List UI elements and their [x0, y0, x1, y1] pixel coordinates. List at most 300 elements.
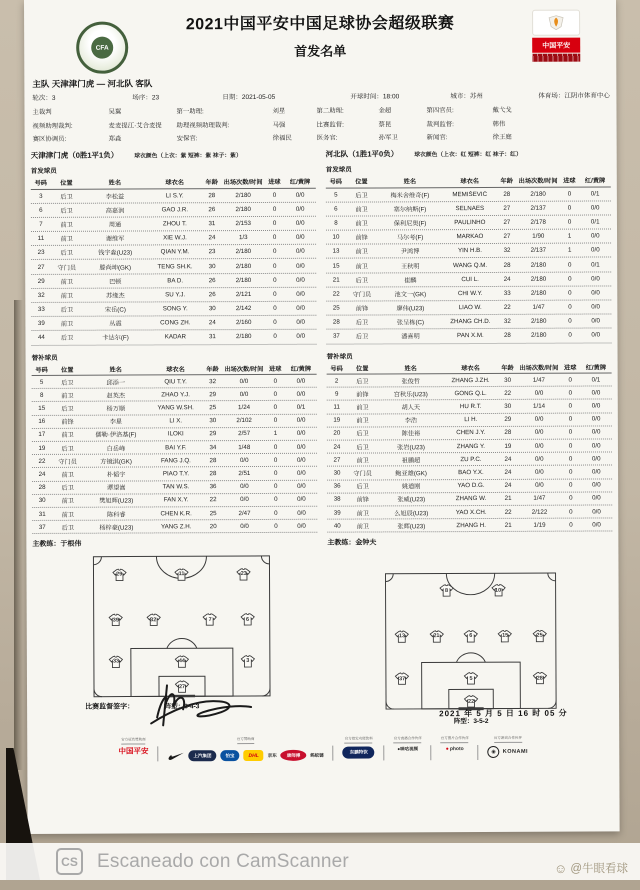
player-row — [32, 414, 317, 428]
player-row — [326, 230, 611, 245]
player-jersey-icon — [429, 630, 444, 643]
player-cell: ZHANG W. — [455, 495, 487, 503]
player-cell: 2/180 — [235, 333, 252, 341]
player-cell: 36 — [209, 483, 217, 491]
player-cell: 28 — [209, 470, 217, 478]
player-cell: 前卫 — [61, 432, 74, 440]
player-cell: 28 — [503, 261, 511, 269]
sponsor-category-label: 官方冠名赞助商 — [121, 737, 146, 744]
match-info-item: 日期：2021-05-05 — [222, 93, 276, 102]
roster-header-row — [326, 174, 611, 188]
player-cell: 0/0 — [296, 377, 306, 385]
column-header: 号码 — [329, 178, 342, 186]
player-cell: 杨万顺 — [106, 405, 126, 413]
player-jersey-icon — [463, 630, 478, 643]
player-cell: 张辉(U23) — [397, 522, 426, 531]
player-cell: 守门员 — [57, 264, 77, 272]
official-name: 韩伟 — [492, 120, 506, 128]
home-kit-colors: 球衣颜色（上衣：紫 短裤：紫 袜子：紫） — [134, 153, 242, 160]
player-cell: 张呈栋(C) — [396, 319, 425, 327]
pingan-logo: 中国平安 — [118, 745, 149, 756]
sponsor-category-label: 官方图片合作伙伴 — [441, 736, 469, 743]
ping-an-logo: 中国平安 — [532, 38, 580, 53]
player-cell: 3 — [39, 192, 43, 200]
player-row — [31, 302, 316, 317]
home-team-header — [31, 149, 316, 161]
column-header: 球衣名 — [461, 364, 480, 372]
saic-logo: 上汽集团 — [188, 750, 216, 761]
player-cell: 31 — [208, 333, 216, 341]
jersey-number: 37 — [399, 676, 406, 683]
player-cell: 2/137 — [530, 247, 547, 255]
player-cell: 0 — [274, 496, 278, 504]
official-name: 蔡昆 — [378, 120, 392, 128]
player-cell: 11 — [333, 403, 340, 411]
player-cell: 0/0 — [592, 481, 601, 489]
player-cell: 17 — [38, 431, 46, 439]
match-info-item: 轮次：3 — [32, 94, 56, 102]
player-cell: 22 — [38, 457, 46, 465]
player-cell: 0/0 — [240, 483, 249, 491]
player-cell: 0 — [272, 191, 277, 199]
player-cell: 0/0 — [295, 191, 305, 199]
sponsor-logos — [118, 747, 148, 755]
player-cell: ZHANG J.ZH. — [451, 376, 490, 384]
player-cell: 潘喜明 — [401, 333, 420, 341]
player-cell: 0 — [568, 289, 572, 297]
player-cell: 前卫 — [61, 471, 74, 479]
jersey-number: 28 — [536, 675, 543, 682]
player-cell: 39 — [333, 509, 341, 517]
player-cell: 0 — [273, 333, 277, 341]
column-header: 红/黄牌 — [289, 179, 311, 187]
player-row — [32, 428, 317, 442]
player-cell: 22 — [503, 303, 511, 312]
player-jersey-icon — [240, 654, 255, 667]
player-cell: 7 — [39, 220, 43, 228]
player-cell: 滕尚坤(GK) — [99, 264, 132, 272]
player-cell: 6 — [334, 205, 338, 213]
column-header: 出场次数/时间 — [224, 365, 264, 373]
player-cell: 0/0 — [591, 289, 600, 297]
migu-logo: ●咪咕视频 — [397, 745, 419, 751]
player-cell: 2/102 — [236, 417, 252, 425]
player-cell: 前卫 — [356, 404, 369, 412]
player-cell: TENG SH.K. — [157, 262, 193, 270]
player-cell: 2/180 — [530, 332, 547, 340]
player-jersey-icon — [203, 613, 218, 626]
player-cell: 前卫 — [60, 221, 73, 229]
player-cell: 0/0 — [592, 468, 601, 476]
player-row — [327, 426, 612, 440]
player-jersey-icon — [112, 568, 127, 581]
player-cell: 0 — [568, 402, 573, 410]
player-cell: 李星 — [109, 418, 123, 426]
match-info-item: 场序：23 — [132, 94, 160, 102]
player-cell: 0 — [568, 468, 573, 476]
player-row — [32, 493, 317, 507]
player-cell: 前卫 — [61, 392, 74, 400]
player-cell: 0 — [568, 303, 572, 311]
player-cell: 1/48 — [238, 443, 251, 451]
player-cell: 0/0 — [592, 521, 601, 529]
player-row — [326, 258, 611, 273]
player-cell: 31 — [208, 220, 216, 228]
column-header: 姓名 — [109, 366, 122, 374]
player-cell: 9 — [334, 390, 339, 398]
sponsor-logos — [488, 745, 528, 757]
player-cell: 29 — [209, 391, 217, 399]
player-cell: 32 — [503, 318, 511, 326]
player-cell: 10 — [332, 233, 340, 241]
player-cell: 前锋 — [61, 419, 74, 427]
player-cell: 28 — [38, 484, 46, 492]
player-cell: 0 — [567, 218, 572, 226]
player-cell: 0/0 — [297, 509, 306, 517]
player-row — [327, 479, 612, 493]
player-cell: 0/0 — [239, 456, 249, 464]
player-cell: 0 — [272, 219, 277, 227]
official-role-label: 第二助理: — [316, 107, 344, 115]
player-cell: 0 — [272, 248, 277, 256]
player-cell: 40 — [333, 522, 341, 530]
sponsor-group — [488, 736, 528, 758]
official-name: 徐王庭 — [492, 133, 512, 141]
player-row — [31, 316, 316, 331]
player-cell: 马尔考(F) — [396, 234, 424, 242]
player-cell: LIAO W. — [458, 304, 482, 312]
sponsor-logos — [446, 746, 464, 752]
official-name: 孙军卫 — [378, 134, 398, 142]
player-row — [327, 466, 612, 480]
player-cell: 8 — [334, 219, 338, 227]
player-cell: BAO Y.X. — [458, 468, 484, 477]
player-cell: 0/1 — [591, 376, 601, 384]
player-cell: 0/0 — [296, 319, 305, 327]
player-cell: 23 — [37, 249, 45, 257]
away-subs-title: 替补球员 — [326, 353, 353, 361]
sponsor-divider — [157, 746, 158, 761]
player-cell: 0/1 — [590, 218, 600, 226]
player-cell: 1/19 — [533, 521, 546, 529]
jersey-number: 32 — [150, 617, 157, 624]
player-cell: CONG ZH. — [160, 319, 191, 327]
column-header: 进球 — [268, 179, 281, 187]
player-cell: MARKAO — [456, 233, 484, 241]
player-row — [31, 202, 316, 217]
player-cell: 前卫 — [355, 220, 368, 228]
player-cell: 5 — [39, 378, 44, 386]
signing-datetime: 2021 年 5 月 5 日 16 时 05 分 — [439, 708, 568, 719]
player-jersey-icon — [394, 630, 409, 643]
player-cell: QIAN Y.M. — [160, 248, 190, 256]
official-role-label: 裁判监督: — [426, 120, 454, 128]
player-cell: 梅米舍维奇(F) — [390, 191, 430, 199]
player-cell: 2/122 — [531, 508, 548, 516]
player-row — [327, 387, 612, 401]
player-jersey-icon — [439, 584, 454, 597]
player-cell: 0 — [568, 317, 572, 325]
player-cell: 0/0 — [296, 276, 305, 284]
player-cell: 22 — [209, 496, 217, 504]
page-title: 2021中国平安中国足球协会超级联赛 — [185, 15, 455, 34]
column-header: 姓名 — [404, 365, 417, 373]
player-cell: 0/0 — [590, 204, 600, 212]
player-cell: TAN W.S. — [162, 483, 190, 491]
player-cell: 0 — [568, 389, 573, 397]
sponsor-category-label: 官方赞助商 — [237, 737, 255, 744]
official-name: 戴弋戈 — [492, 106, 512, 114]
jersey-number: 27 — [178, 683, 186, 690]
player-cell: 2/180 — [530, 261, 547, 269]
column-header: 位置 — [355, 178, 368, 186]
player-cell: 巴顿 — [109, 278, 122, 286]
column-header: 号码 — [34, 180, 47, 188]
player-cell: 0/1 — [590, 190, 600, 198]
column-header: 球衣名 — [165, 179, 184, 187]
player-cell: 2/142 — [235, 305, 252, 313]
player-cell: 0/0 — [295, 233, 305, 241]
player-cell: 20 — [209, 522, 217, 530]
player-cell: 0/0 — [534, 455, 544, 463]
player-cell: 19 — [504, 442, 512, 450]
player-cell: 0/0 — [296, 248, 305, 256]
player-jersey-icon — [240, 613, 255, 626]
player-cell: 32 — [37, 291, 45, 299]
player-cell: 0 — [568, 261, 572, 269]
player-cell: 0 — [273, 290, 277, 298]
player-cell: 23 — [208, 248, 216, 256]
player-cell: 24 — [208, 319, 216, 327]
player-cell: 后卫 — [60, 335, 74, 343]
page-subtitle: 首发名单 — [294, 43, 347, 59]
konami-logo — [488, 745, 528, 757]
player-cell: 么旭辰(U23) — [394, 509, 429, 517]
player-cell: 前卫 — [60, 278, 74, 286]
player-cell: 5 — [334, 191, 338, 199]
player-cell: 前锋 — [355, 234, 368, 242]
player-cell: 27 — [503, 204, 511, 212]
player-cell: PAN X.M. — [457, 332, 484, 340]
player-cell: 1/47 — [533, 495, 546, 503]
player-cell: 38 — [333, 495, 341, 503]
official-name: 吴翼 — [108, 108, 122, 116]
player-cell: 后卫 — [61, 379, 74, 387]
column-header: 姓名 — [403, 178, 417, 186]
player-row — [32, 388, 317, 402]
player-cell: 谢维军 — [105, 235, 125, 243]
player-cell: SELNAES — [455, 204, 485, 212]
player-cell: QIU T.Y. — [164, 377, 187, 386]
player-cell: 0/0 — [296, 416, 306, 425]
player-cell: 0 — [568, 415, 573, 423]
jersey-number: 3 — [246, 657, 250, 664]
jersey-number: 21 — [433, 633, 440, 640]
player-cell: 27 — [503, 233, 511, 241]
home-subs-title: 替补球员 — [31, 354, 58, 362]
column-header: 位置 — [60, 180, 73, 188]
player-row — [31, 330, 316, 345]
player-cell: 后卫 — [355, 319, 369, 327]
player-cell: CHI W.Y. — [457, 289, 483, 298]
player-cell: 1 — [567, 232, 572, 240]
player-cell: 保利尼奥(F) — [393, 220, 427, 228]
player-cell: YIN H.B. — [457, 247, 483, 255]
player-cell: 36 — [333, 482, 341, 490]
player-cell: 0/0 — [534, 389, 544, 397]
sponsor-logos — [343, 746, 375, 758]
player-cell: 0/0 — [295, 205, 305, 213]
player-cell: 0 — [568, 481, 573, 489]
player-cell: 28 — [209, 456, 217, 464]
player-row — [327, 505, 612, 519]
player-jersey-icon — [108, 614, 123, 627]
away-coach-line — [327, 537, 612, 548]
jersey-number: 39 — [112, 617, 119, 624]
player-cell: 0/0 — [297, 469, 306, 477]
player-cell: 0 — [568, 442, 573, 450]
player-cell: 白岳峰 — [106, 445, 126, 453]
konami-text: KONAMI — [502, 748, 529, 755]
player-cell: 33 — [503, 289, 511, 297]
player-cell: FAN X.Y. — [163, 496, 189, 504]
player-cell: 0 — [274, 522, 278, 530]
player-cell: GAO J.R. — [161, 206, 189, 214]
official-name: 马强 — [272, 121, 286, 129]
player-cell: 后卫 — [356, 444, 369, 452]
roster-header-row — [31, 176, 316, 190]
column-header: 年龄 — [501, 364, 514, 372]
jersey-number: 11 — [178, 571, 185, 578]
player-cell: 2/180 — [235, 191, 251, 199]
officials-grid — [32, 104, 610, 143]
player-cell: 儒勒·伊洛基(F) — [95, 431, 137, 440]
match-sheet-document — [24, 0, 620, 834]
player-cell: 21 — [332, 276, 340, 284]
player-cell: 21 — [504, 521, 512, 529]
away-team-header — [326, 147, 611, 159]
player-row — [327, 374, 612, 388]
player-cell: 陈佳裕 — [401, 430, 421, 438]
match-info-item: 城市：苏州 — [450, 92, 483, 101]
away-coach-name: 金钟夫 — [355, 539, 377, 547]
player-row — [32, 375, 317, 389]
player-cell: 李浩 — [404, 417, 418, 425]
player-cell: YAO X.CH. — [455, 508, 487, 516]
player-cell: 0/0 — [591, 415, 601, 423]
player-cell: 2/180 — [530, 289, 547, 297]
player-cell: SONG Y. — [162, 305, 188, 313]
column-header: 号码 — [35, 366, 48, 374]
player-cell: 0 — [273, 304, 277, 313]
player-cell: 0/0 — [591, 331, 601, 339]
player-cell: SU Y.J. — [165, 291, 186, 299]
column-header: 出场次数/时间 — [223, 179, 263, 187]
player-cell: 前卫 — [356, 417, 369, 425]
column-header: 年龄 — [205, 179, 218, 187]
player-cell: GONG Q.L. — [454, 389, 487, 397]
player-cell: 0 — [569, 521, 573, 529]
player-cell: HU R.T. — [459, 403, 482, 411]
player-cell: 24 — [504, 482, 512, 490]
camscanner-icon: CS — [56, 848, 83, 875]
antchain-logo: 蚂蚁链 — [310, 752, 324, 758]
player-cell: 宫秋乐(U23) — [393, 391, 428, 399]
player-cell: 6 — [39, 206, 43, 214]
player-row — [327, 400, 612, 414]
player-cell: 樊旭辉(U23) — [99, 497, 134, 506]
master-kong-logo: 康师傅 — [281, 750, 307, 761]
player-cell: 0/0 — [534, 415, 544, 423]
home-pitch — [92, 555, 271, 698]
column-header: 号码 — [330, 365, 343, 373]
player-cell: 0/1 — [296, 403, 306, 411]
player-cell: 24 — [208, 234, 216, 242]
player-cell: 19 — [333, 416, 341, 424]
player-cell: 2/180 — [235, 248, 252, 256]
player-cell: XIE W.J. — [163, 234, 187, 242]
player-cell: 0/0 — [535, 468, 544, 476]
player-row — [32, 454, 317, 468]
column-header: 出场次数/时间 — [518, 177, 558, 186]
player-cell: 0 — [272, 234, 277, 242]
player-cell: 27 — [333, 456, 341, 464]
player-cell: 池文一(GK) — [394, 291, 427, 299]
player-cell: 2/47 — [238, 509, 251, 517]
photo-left-shadow — [14, 300, 23, 770]
column-header: 出场次数/时间 — [519, 364, 559, 372]
player-row — [326, 244, 611, 259]
column-header: 红/黄牌 — [290, 365, 312, 373]
player-cell: 28 — [504, 429, 512, 437]
player-cell: 崔麟 — [404, 277, 417, 285]
player-cell: 24 — [503, 275, 511, 283]
player-row — [32, 507, 317, 521]
player-cell: 0/0 — [591, 275, 600, 283]
player-cell: 0/0 — [591, 246, 600, 254]
weibo-watermark — [554, 860, 628, 876]
player-cell: 苏缘杰 — [106, 292, 125, 300]
player-cell: 0 — [273, 377, 278, 385]
player-cell: 0/0 — [296, 443, 306, 451]
player-jersey-icon — [464, 695, 479, 708]
player-cell: 0 — [567, 204, 572, 212]
player-cell: 0/0 — [297, 522, 306, 530]
player-cell: 2/57 — [238, 430, 251, 438]
player-cell: 0/0 — [591, 389, 601, 397]
player-cell: 25 — [209, 509, 217, 517]
player-cell: 后卫 — [61, 484, 74, 492]
player-row — [326, 272, 611, 287]
player-cell: 0/0 — [591, 455, 601, 463]
player-cell: ZHOU T. — [162, 220, 187, 228]
column-header: 进球 — [563, 177, 576, 185]
jd-logo: 京东 — [267, 752, 277, 758]
sponsor-group — [394, 736, 422, 752]
player-cell: 2/180 — [530, 318, 547, 326]
player-cell: 前卫 — [355, 263, 368, 271]
player-row — [326, 187, 611, 202]
player-cell: 2/180 — [530, 275, 547, 283]
player-cell: 0 — [273, 403, 278, 411]
official-role-label: 新闻官: — [426, 134, 448, 142]
player-row — [32, 401, 317, 415]
player-cell: 19 — [38, 444, 46, 452]
player-cell: PAULINHO — [454, 218, 486, 227]
player-cell: 0/0 — [295, 219, 305, 227]
column-header: 红/黄牌 — [584, 177, 606, 185]
sponsor-group — [167, 737, 323, 765]
